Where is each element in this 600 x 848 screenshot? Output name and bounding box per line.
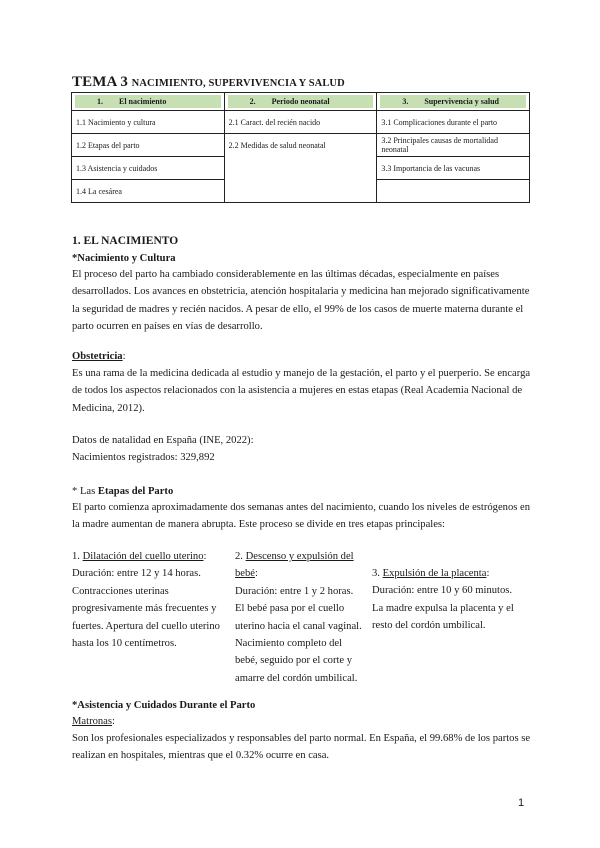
- paragraph-stages-intro: El parto comienza aproximadamente dos semanas antes del nacimiento, cuando los niveles de estrógenos en la madre aumentan de manera abrupta. Este proceso se divide en tres etapas principales:: [72, 502, 531, 531]
- topic-outline-table: [71, 92, 530, 203]
- stage-1: [72, 548, 222, 652]
- outline-cell: 2.2 Medidas de salud neonatal: [224, 134, 377, 157]
- births-line: Nacimientos registrados: 329,892: [72, 452, 215, 463]
- paragraph-obstetrics: Es una rama de la medicina dedicada al estudio y manejo de la gestación, el parto y el puerperio. Se encarga de todos los aspectos relacionados con la asistencia a mujeres en estas etapas (Real Academia Nacional de Medicina, 2012).: [72, 368, 531, 414]
- page-title: TEMA 3 NACIMIENTO, SUPERVIVENCIA Y SALUD: [72, 74, 345, 90]
- stage-3-duration: Duración: entre 10 y 60 minutos.: [372, 585, 513, 597]
- page-number: 1: [518, 797, 525, 809]
- outline-cell: 3.2 Principales causas de mortalidad neonatal: [377, 134, 530, 157]
- stage-1-duration: Duración: entre 12 y 14 horas.: [72, 568, 201, 580]
- assistance-heading: *Asistencia y Cuidados Durante el Parto: [72, 700, 256, 711]
- outline-header-2: 2. Periodo neonatal: [224, 93, 377, 111]
- outline-cell: 3.3 Importancia de las vacunas: [377, 157, 530, 180]
- outline-header-3: 3. Supervivencia y salud: [377, 93, 530, 111]
- outline-cell: 2.1 Caract. del recién nacido: [224, 111, 377, 134]
- stage-3-text: La madre expulsa la placenta y el resto del cordón umbilical.: [372, 602, 514, 632]
- paragraph-birth-culture: El proceso del parto ha cambiado considerablemente en las últimas décadas, especialmente en países desarrollados. Los avances en obstetricia, atención hospitalaria y medicina han mejorado significativamente la seguridad de madres y recién nacidos. A pesar de ello, el 99% de los casos de muerte materna durante el parto ocurren en países en vías de desarrollo.: [72, 269, 530, 333]
- section-heading: 1. EL NACIMIENTO: [72, 235, 179, 247]
- outline-cell-empty: [224, 157, 377, 180]
- stage-2: [235, 548, 363, 687]
- stage-2-text: El bebé pasa por el cuello uterino hacia el canal vaginal. Nacimiento completo del bebé, seguido por el corte y amarre del cordón umbilical.: [235, 603, 362, 684]
- outline-cell-empty: [377, 180, 530, 203]
- stage-3: [372, 565, 534, 635]
- stage-1-title: 1. Dilatación del cuello uterino:: [72, 551, 207, 562]
- stage-2-duration: Duración: entre 1 y 2 horas.: [235, 585, 354, 597]
- outline-cell: 1.4 La cesárea: [72, 180, 225, 203]
- stage-1-text: Contracciones uterinas progresivamente más frecuentes y fuertes. Apertura del cuello uterino hasta los 10 centímetros.: [72, 585, 220, 650]
- natality-line: Datos de natalidad en España (INE, 2022):: [72, 435, 254, 446]
- paragraph-midwives: Son los profesionales especializados y responsables del parto normal. En España, el 99.68% de los partos se realizan en hospitales, mientras que el 0.32% ocurre en casa.: [72, 733, 531, 762]
- stages-heading: * Las Etapas del Parto: [72, 486, 174, 497]
- stage-2-title: 2. Descenso y expulsión del bebé:: [235, 551, 354, 580]
- midwives-term: Matronas:: [72, 716, 115, 727]
- outline-cell: 1.2 Etapas del parto: [72, 134, 225, 157]
- outline-header-1: 1. El nacimiento: [72, 93, 225, 111]
- outline-cell-empty: [224, 180, 377, 203]
- outline-cell: 3.1 Complicaciones durante el parto: [377, 111, 530, 134]
- subsection-heading: *Nacimiento y Cultura: [72, 253, 176, 264]
- obstetrics-term: Obstetricia:: [72, 351, 126, 362]
- stage-3-title: 3. Expulsión de la placenta:: [372, 568, 490, 579]
- outline-cell: 1.3 Asistencia y cuidados: [72, 157, 225, 180]
- outline-cell: 1.1 Nacimiento y cultura: [72, 111, 225, 134]
